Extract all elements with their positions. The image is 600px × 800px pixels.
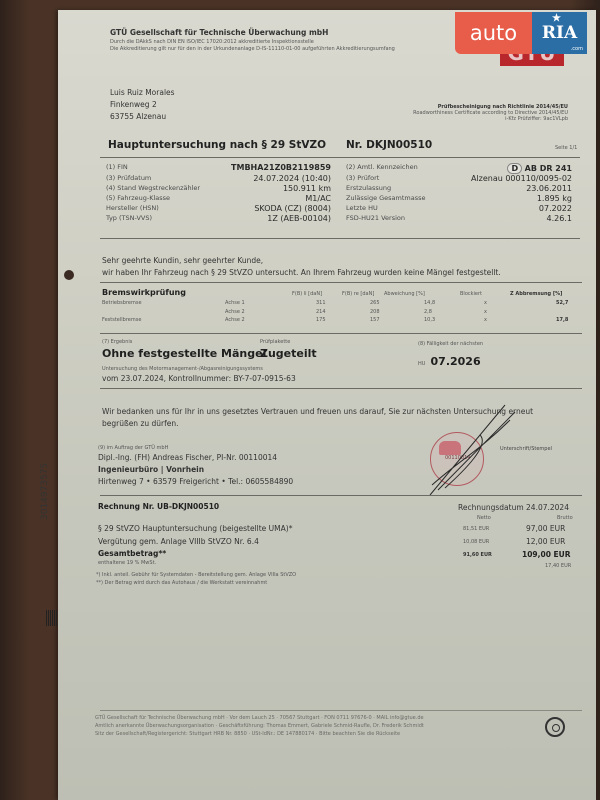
- footer: GTÜ Gesellschaft für Technische Überwachung mbH · Vor dem Lauch 25 · 70567 Stuttgart · FON 0711 97676-0 · MAIL info@gtue.de Amtlich anerkannte Überwachungsorganisation · Geschäftsführung: Thomas Emmert, Gabriele Schmid-Raufle, Dr. Frederik Schmidt Sitz der Gesellschaft/Registergericht: Stuttgart HRB Nr. 8850 · USt-IdNr.: DE 147880174 · Bitte beachten Sie die Rückseite: [95, 715, 424, 737]
- brake-value: x: [484, 300, 487, 306]
- uma-label: Untersuchung des Motormanagement-/Abgasreinigungssystems: [102, 366, 263, 372]
- signature-label: Unterschrift/Stempel: [500, 446, 552, 452]
- autoria-watermark: [455, 12, 587, 54]
- watermark-auto: auto: [455, 12, 532, 54]
- brake-value: x: [484, 317, 487, 323]
- plakette-label: Prüfplakette: [260, 339, 291, 345]
- vehicle-row: (3) Prüfdatum 24.07.2024 (10:40): [106, 174, 331, 183]
- uma-value: vom 23.07.2024, Kontrollnummer: BY-7-07-0915-63: [102, 374, 296, 383]
- next-hu-label: (8) Fälligkeit der nächsten: [418, 341, 484, 347]
- thanks-line-1: Wir bedanken uns für Ihr in uns gesetztes Vertrauen und freuen uns darauf, Sie zur nächsten Untersuchung erneut: [102, 407, 534, 416]
- inspector-name: Dipl.-Ing. (FH) Andreas Fischer, PI-Nr. 00110014: [98, 453, 278, 462]
- official-stamp: 00110014: [430, 432, 484, 486]
- total-label: Gesamtbetrag**: [98, 549, 167, 558]
- axle: Achse 1: [225, 300, 245, 306]
- netto-label: Netto: [477, 515, 491, 521]
- vehicle-row: FSD-HU21 Version 4.26.1: [346, 214, 572, 223]
- brake-value: 208: [370, 309, 380, 315]
- plakette-value: Zugeteilt: [260, 347, 317, 360]
- brake-value: 10,3: [424, 317, 436, 323]
- invoice-item-brutto: 12,00 EUR: [526, 537, 566, 546]
- invoice-item-desc: Vergütung gem. Anlage VIIIb StVZO Nr. 6.4: [98, 537, 259, 546]
- invoice-date: Rechnungsdatum 24.07.2024: [458, 503, 569, 512]
- vehicle-row: Letzte HU 07.2022: [346, 204, 572, 213]
- brake-value: 175: [316, 317, 326, 323]
- col-header: Blockiert: [460, 291, 483, 297]
- thanks-line-2: begrüßen zu dürfen.: [102, 419, 179, 428]
- document-number: Nr. DKJN00510: [346, 139, 433, 151]
- total-netto: 91,60 EUR: [463, 552, 492, 558]
- next-hu: HU 07.2026: [418, 355, 481, 368]
- brake-value: 14,8: [424, 300, 436, 306]
- vehicle-row: (4) Stand Wegstreckenzähler 150.911 km: [106, 184, 331, 193]
- vehicle-details-right: [346, 163, 572, 224]
- greeting-line-1: Sehr geehrte Kundin, sehr geehrter Kunde,: [102, 256, 264, 265]
- vat-label: enthaltene 19 % MwSt.: [98, 560, 157, 566]
- watermark-ria: ★ RIA .com: [532, 12, 587, 54]
- col-header: F(B) re [daN]: [342, 291, 375, 297]
- recipient-city: 63755 Alzenau: [110, 112, 167, 121]
- axle: Achse 2: [225, 309, 245, 315]
- brutto-label: Brutto: [557, 515, 573, 521]
- brake-test-title: Bremswirkprüfung: [102, 288, 186, 297]
- col-header: F(B) li [daN]: [292, 291, 323, 297]
- inspector-address: Hirtenweg 7 • 63579 Freigericht • Tel.: 0605584890: [98, 477, 294, 486]
- page-title: Hauptuntersuchung nach § 29 StVZO: [108, 139, 327, 151]
- brake-value: 2,8: [424, 309, 432, 315]
- invoice-note-2: **) Der Betrag wird durch das Autohaus / die Werkstatt vereinnahmt: [96, 580, 268, 586]
- invoice-title: Rechnung Nr. UB-DKJN00510: [98, 502, 220, 511]
- certificate-info: Prüfbescheinigung nach Richtlinie 2014/45/EU Roadworthiness Certificate according to Directive 2014/45/EU i-Kfz Prüfziffer: 9ac1VLpb: [413, 104, 568, 122]
- brake-type: Betriebsbremse: [102, 300, 142, 306]
- license-plate: D AB DR 241: [507, 163, 572, 174]
- recipient-street: Finkenweg 2: [110, 100, 157, 109]
- col-header: Z Abbremsung [%]: [510, 291, 563, 297]
- vat-value: 17,40 EUR: [545, 563, 572, 569]
- star-icon: ★: [552, 13, 561, 24]
- recipient-name: Luis Ruiz Morales: [110, 88, 175, 97]
- accreditation-line-1: Durch die DAkkS nach DIN EN ISO/IEC 17020:2012 akkreditierte Inspektionsstelle: [110, 39, 314, 45]
- brake-type: Feststellbremse: [102, 317, 142, 323]
- invoice-item-desc: § 29 StVZO Hauptuntersuchung (beigestellte UMA)*: [98, 524, 293, 533]
- result-label: (7) Ergebnis: [102, 339, 133, 345]
- invoice-item-brutto: 97,00 EUR: [526, 524, 566, 533]
- total-brutto: 109,00 EUR: [522, 550, 571, 559]
- col-header: Abweichung [%]: [384, 291, 425, 297]
- invoice-note-1: *) Inkl. anteil. Gebühr für Systemdaten - Bereitstellung gem. Anlage VIIIa StVZO: [96, 572, 297, 578]
- brake-value: 214: [316, 309, 326, 315]
- vehicle-row: (5) Fahrzeug-Klasse M1/AC: [106, 194, 331, 203]
- vehicle-row: Typ (TSN-VVS) 1Z (AEB-00104): [106, 214, 331, 223]
- punch-hole: [64, 270, 74, 280]
- brake-value: 311: [316, 300, 326, 306]
- inspector-label: (9) im Auftrag der GTÜ mbH: [98, 445, 169, 451]
- vehicle-row: Zulässige Gesamtmasse 1.895 kg: [346, 194, 572, 203]
- axle: Achse 2: [225, 317, 245, 323]
- inspector-office: Ingenieurbüro | Vonrhein: [98, 465, 205, 474]
- vehicle-row: Hersteller (HSN) SKODA (CZ) (8004): [106, 204, 331, 213]
- page-number: Seite 1/1: [555, 145, 578, 151]
- result-value: Ohne festgestellte Mängel: [102, 347, 267, 360]
- invoice-item-netto: 81,51 EUR: [463, 526, 490, 532]
- accreditation-line-2: Die Akkreditierung gilt nur für den in der Urkundenanlage D-IS-11110-01-00 aufgeführten Akkreditierungsumfang: [110, 46, 395, 52]
- invoice-item-netto: 10,08 EUR: [463, 539, 490, 545]
- greeting-line-2: wir haben Ihr Fahrzeug nach § 29 StVZO untersucht. An Ihrem Fahrzeug wurden keine Mängel festgestellt.: [102, 268, 501, 277]
- brake-value: x: [484, 309, 487, 315]
- wheel-icon: [545, 717, 565, 737]
- barcode: [46, 610, 58, 626]
- org-name: GTÜ Gesellschaft für Technische Überwachung mbH: [110, 28, 329, 37]
- plate-row: (2) Amtl. Kennzeichen D AB DR 241: [346, 163, 572, 173]
- vehicle-row: (3) Prüfort Alzenau 000110/0095-02: [346, 174, 572, 183]
- vehicle-details-left: [106, 163, 331, 224]
- brake-value: 17,8: [556, 317, 569, 323]
- vehicle-row: (1) FIN TMBHA21Z0B2119859: [106, 163, 331, 172]
- document-serial: 3014973575: [40, 462, 50, 520]
- brake-value: 157: [370, 317, 380, 323]
- vehicle-row: Erstzulassung 23.06.2011: [346, 184, 572, 193]
- brake-value: 265: [370, 300, 380, 306]
- brake-value: 52,7: [556, 300, 569, 306]
